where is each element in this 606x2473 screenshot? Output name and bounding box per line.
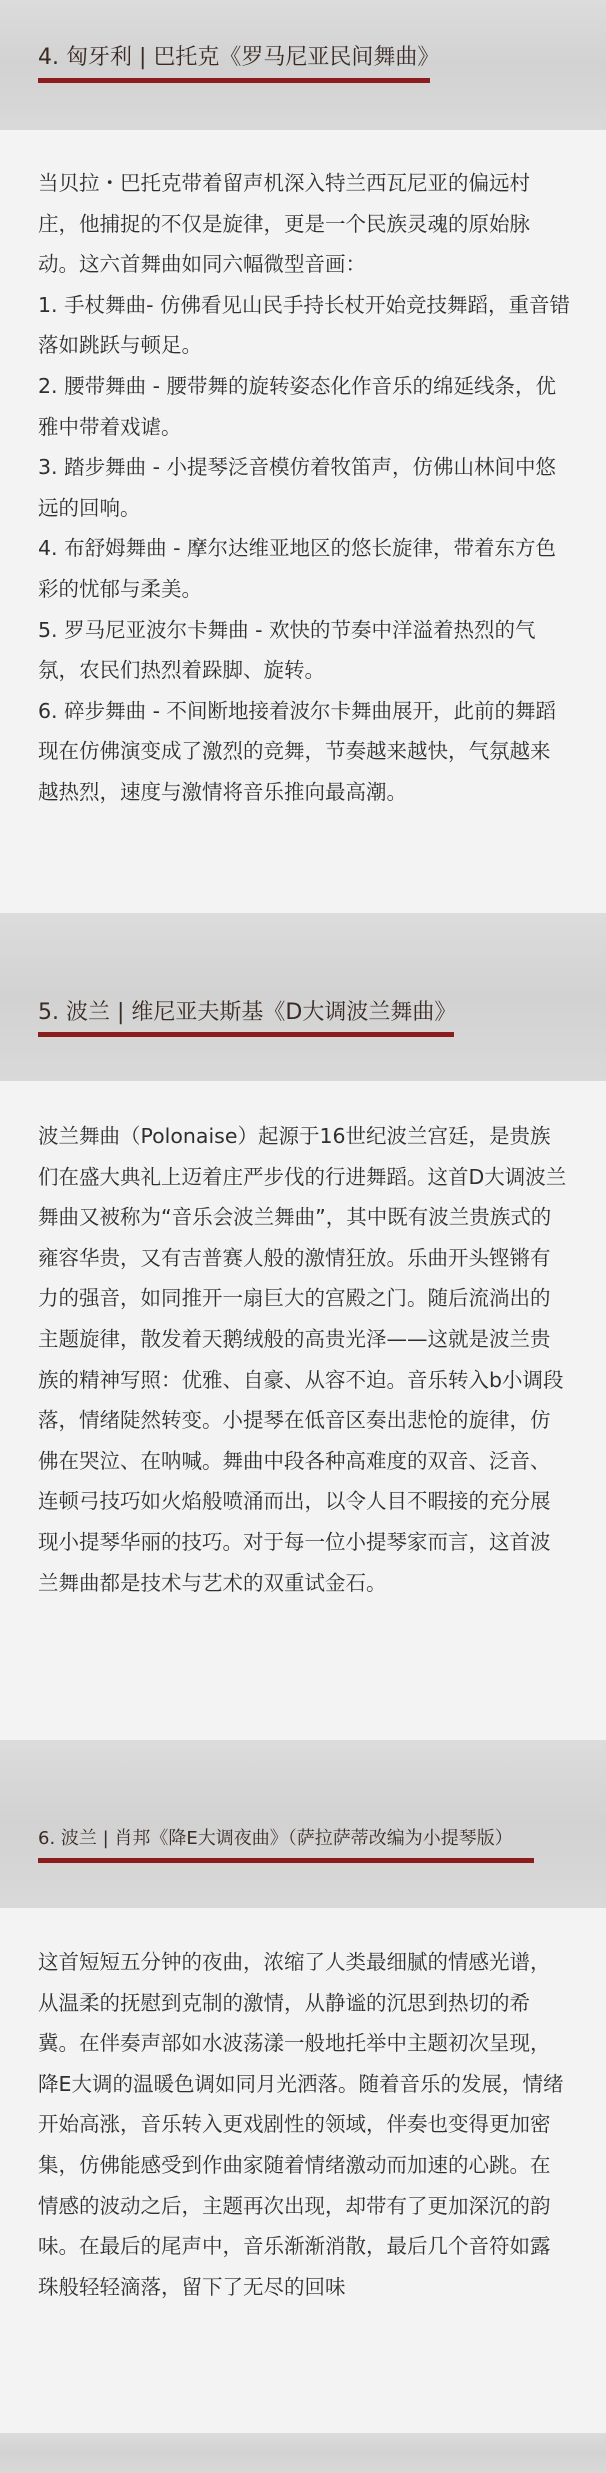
title-underline [38, 1858, 534, 1863]
section-4-header [0, 0, 606, 130]
intro-paragraph: 当贝拉・巴托克带着留声机深入特兰西瓦尼亚的偏远村庄，他捕捉的不仅是旋律，更是一个民族灵魂的原始脉动。这六首舞曲如同六幅微型音画： [38, 171, 530, 277]
section-5-text [38, 1116, 570, 1603]
section-6-text [38, 1942, 570, 2307]
section-6-body [0, 1908, 606, 2433]
title-underline [38, 78, 430, 83]
title-underline [38, 1032, 454, 1037]
dance-item-5: 5. 罗马尼亚波尔卡舞曲 - 欢快的节奏中洋溢着热烈的气氛，农民们热烈着跺脚、旋转。 [38, 617, 536, 683]
dance-item-3: 3. 踏步舞曲 - 小提琴泛音模仿着牧笛声，仿佛山林间中悠远的回响。 [38, 455, 557, 520]
section-6-title: 6. 波兰 | 肖邦《降E大调夜曲》（萨拉萨蒂改编为小提琴版） [38, 1828, 513, 1849]
section-5-title: 5. 波兰 | 维尼亚夫斯基《D大调波兰舞曲》 [38, 1000, 457, 1025]
section-5-header [0, 913, 606, 1081]
nocturne-paragraph: 这首短短五分钟的夜曲，浓缩了人类最细腻的情感光谱，从温柔的抚慰到克制的激情，从静谧的沉思到热切的希冀。在伴奏声部如水波荡漾一般地托举中主题初次呈现，降E大调的温暖色调如同月光洒落。随着音乐的发展，情绪开始高涨，音乐转入更戏剧性的领域，伴奏也变得更加密集，仿佛能感受到作曲家随着情绪激动而加速的心跳。在情感的波动之后，主题再次出现，却带有了更加深沉的韵味。在最后的尾声中，音乐渐渐消散，最后几个音符如露珠般轻轻滴落，留下了无尽的回味 [38, 1950, 564, 2299]
section-6-header [0, 1740, 606, 1908]
section-4-title: 4. 匈牙利 | 巴托克《罗马尼亚民间舞曲》 [38, 45, 440, 70]
section-4-text [38, 163, 570, 813]
section-4-body [0, 130, 606, 913]
dance-item-1: 1. 手杖舞曲- 仿佛看见山民手持长杖开始竞技舞蹈，重音错落如跳跃与顿足。 [38, 292, 570, 358]
dance-item-2: 2. 腰带舞曲 - 腰带舞的旋转姿态化作音乐的绵延线条，优雅中带着戏谑。 [38, 373, 557, 439]
bottom-band [0, 2433, 606, 2473]
dance-item-6: 6. 碎步舞曲 - 不间断地接着波尔卡舞曲展开，此前的舞蹈现在仿佛演变成了激烈的竞舞，节奏越来越快，气氛越来越热烈，速度与激情将音乐推向最高潮。 [38, 698, 557, 804]
dance-item-4: 4. 布舒姆舞曲 - 摩尔达维亚地区的悠长旋律，带着东方色彩的忧郁与柔美。 [38, 536, 557, 601]
polonaise-paragraph: 波兰舞曲（Polonaise）起源于16世纪波兰宫廷，是贵族们在盛大典礼上迈着庄严步伐的行进舞蹈。这首D大调波兰舞曲又被称为“音乐会波兰舞曲”，其中既有波兰贵族式的雍容华贵，又有吉普赛人般的激情狂放。乐曲开头铿锵有力的强音，如同推开一扇巨大的宫殿之门。随后流淌出的主题旋律，散发着天鹅绒般的高贵光泽——这就是波兰贵族的精神写照：优雅、自豪、从容不迫。音乐转入b小调段落，情绪陡然转变。小提琴在低音区奏出悲怆的旋律，仿佛在哭泣、在呐喊。舞曲中段各种高难度的双音、泛音、连顿弓技巧如火焰般喷涌而出，以令人目不暇接的充分展现小提琴华丽的技巧。对于每一位小提琴家而言，这首波兰舞曲都是技术与艺术的双重试金石。 [38, 1124, 567, 1595]
section-5-body [0, 1081, 606, 1740]
